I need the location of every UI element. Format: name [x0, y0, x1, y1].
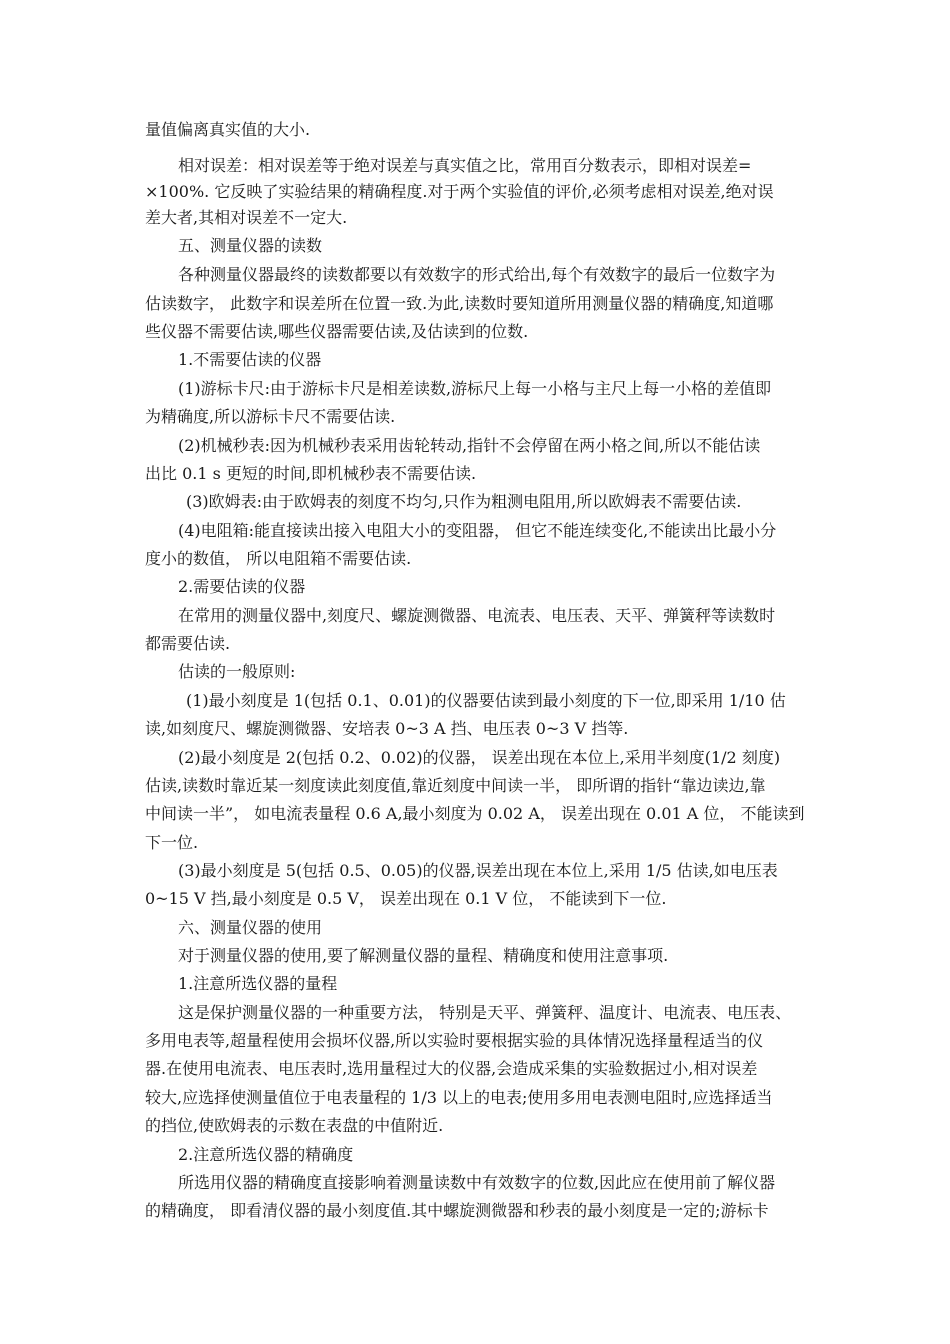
subsection-heading: 1.不需要估读的仪器: [178, 350, 322, 369]
text-line: 器.在使用电流表、电压表时,选用量程过大的仪器,会造成采集的实验数据过小,相对误差: [145, 1059, 758, 1078]
section-heading: 六、测量仪器的使用: [178, 918, 323, 937]
text-line: (3)欧姆表:由于欧姆表的刻度不均匀,只作为粗测电阻用,所以欧姆表不需要估读.: [186, 492, 742, 511]
text-line: 在常用的测量仪器中,刻度尺、螺旋测微器、电流表、电压表、天平、弹簧秤等读数时: [178, 606, 776, 625]
text-line: 下一位.: [145, 833, 199, 852]
text-line: 都需要估读.: [145, 634, 231, 653]
subsection-heading: 2.需要估读的仪器: [178, 577, 306, 596]
subsection-heading: 1.注意所选仪器的量程: [178, 974, 338, 993]
text-line: 这是保护测量仪器的一种重要方法， 特别是天平、弹簧秤、温度计、电流表、电压表、: [178, 1003, 792, 1022]
text-line: 相对误差：相对误差等于绝对误差与真实值之比，常用百分数表示，即相对误差=: [178, 156, 752, 175]
subsection-heading: 2.注意所选仪器的精确度: [178, 1145, 354, 1164]
text-line: (1)游标卡尺:由于游标卡尺是相差读数,游标尺上每一小格与主尺上每一小格的差值即: [178, 379, 772, 398]
text-line: 估读数字， 此数字和误差所在位置一致.为此,读数时要知道所用测量仪器的精确度,知道哪: [145, 294, 774, 313]
text-line: (2)机械秒表:因为机械秒表采用齿轮转动,指针不会停留在两小格之间,所以不能估读: [178, 436, 761, 455]
text-line: 的精确度， 即看清仪器的最小刻度值.其中螺旋测微器和秒表的最小刻度是一定的;游标卡: [145, 1201, 769, 1220]
text-line: 估读的一般原则:: [178, 662, 296, 681]
text-line: 些仪器不需要估读,哪些仪器需要估读,及估读到的位数.: [145, 322, 529, 341]
text-line: 对于测量仪器的使用,要了解测量仪器的量程、精确度和使用注意事项.: [178, 946, 669, 965]
text-line: 出比 0.1 s 更短的时间,即机械秒表不需要估读.: [145, 464, 477, 483]
text-line: 差大者,其相对误差不一定大.: [145, 208, 348, 227]
text-line: 中间读一半”， 如电流表量程 0.6 A,最小刻度为 0.02 A， 误差出现在 0.01 A 位， 不能读到: [145, 804, 805, 823]
text-line: 较大,应选择使测量值位于电表量程的 1/3 以上的电表;使用多用电表测电阻时,应选择适当: [145, 1088, 773, 1107]
text-line: 为精确度,所以游标卡尺不需要估读.: [145, 407, 396, 426]
text-line: 各种测量仪器最终的读数都要以有效数字的形式给出,每个有效数字的最后一位数字为: [178, 265, 776, 284]
text-line: 度小的数值， 所以电阻箱不需要估读.: [145, 549, 412, 568]
text-line: 估读,读数时靠近某一刻度读此刻度值,靠近刻度中间读一半， 即所谓的指针“靠边读边,靠: [145, 776, 766, 795]
text-line: (1)最小刻度是 1(包括 0.1、0.01)的仪器要估读到最小刻度的下一位,即采用 1/10 估: [186, 691, 786, 710]
text-line: 多用电表等,超量程使用会损坏仪器,所以实验时要根据实验的具体情况选择量程适当的仪: [145, 1031, 764, 1050]
text-line: (2)最小刻度是 2(包括 0.2、0.02)的仪器， 误差出现在本位上,采用半刻度(1/2 刻度): [178, 748, 781, 767]
section-heading: 五、测量仪器的读数: [178, 236, 323, 255]
text-line: 0~15 V 挡,最小刻度是 0.5 V， 误差出现在 0.1 V 位， 不能读到下一位.: [145, 889, 667, 908]
text-line: 所选用仪器的精确度直接影响着测量读数中有效数字的位数,因此应在使用前了解仪器: [178, 1173, 776, 1192]
text-line: (4)电阻箱:能直接读出接入电阻大小的变阻器， 但它不能连续变化,不能读出比最小分: [178, 521, 777, 540]
text-line: 读,如刻度尺、螺旋测微器、安培表 0~3 A 挡、电压表 0~3 V 挡等.: [145, 719, 629, 738]
text-line: ×100%. 它反映了实验结果的精确程度.对于两个实验值的评价,必须考虑相对误差,绝对误: [145, 182, 774, 201]
text-line: (3)最小刻度是 5(包括 0.5、0.05)的仪器,误差出现在本位上,采用 1/5 估读,如电压表: [178, 861, 778, 880]
text-line: 量值偏离真实值的大小.: [145, 120, 311, 139]
text-line: 的挡位,使欧姆表的示数在表盘的中值附近.: [145, 1116, 444, 1135]
